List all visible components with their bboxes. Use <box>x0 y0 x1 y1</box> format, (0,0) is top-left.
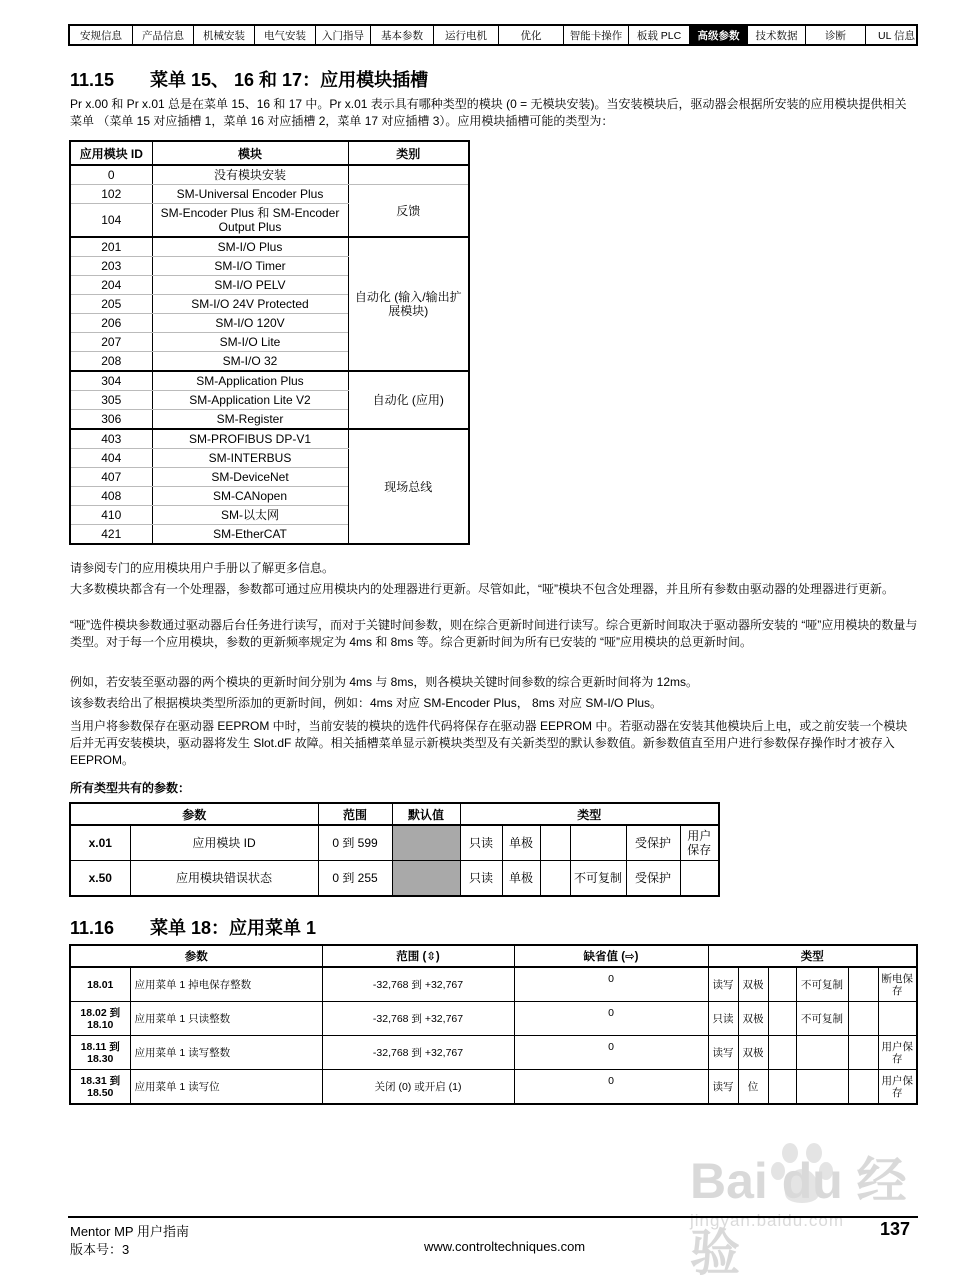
module-id-cell: 306 <box>70 410 152 430</box>
module-id-cell: 208 <box>70 352 152 372</box>
param-range: -32,768 到 +32,767 <box>322 1002 514 1036</box>
module-name-cell: SM-Encoder Plus 和 SM-Encoder Output Plus <box>152 204 348 238</box>
header-default: 默认值 <box>392 803 460 825</box>
param-code: 18.31 到 18.50 <box>70 1070 130 1105</box>
version-number: 版本号：3 <box>70 1242 130 1257</box>
module-name-cell: SM-I/O 120V <box>152 314 348 333</box>
module-id-cell: 205 <box>70 295 152 314</box>
param-code: 18.11 到 18.30 <box>70 1036 130 1070</box>
module-id-cell: 305 <box>70 391 152 410</box>
param-default: 0 <box>514 967 708 1002</box>
module-id-table <box>69 140 470 545</box>
param-type <box>680 861 719 897</box>
param-code: 18.01 <box>70 967 130 1002</box>
param-range: 关闭 (0) 或开启 (1) <box>322 1070 514 1105</box>
section-number: 11.15 <box>70 70 115 90</box>
common-params-caption: 所有类型共有的参数： <box>70 781 191 795</box>
module-id-cell: 408 <box>70 487 152 506</box>
param-type: 不可复制 <box>796 967 848 1002</box>
module-id-cell: 206 <box>70 314 152 333</box>
table-row <box>70 1070 917 1105</box>
module-name-cell: SM-以太网 <box>152 506 348 525</box>
param-type: 受保护 <box>626 825 680 861</box>
header-param: 参数 <box>70 945 322 967</box>
param-code: 18.02 到 18.10 <box>70 1002 130 1036</box>
paragraph: “哑”选件模块参数通过驱动器后台任务进行读写，而对于关键时间参数，则在综合更新时间进行读写。综合更新时间取决于驱动器所安装的 “哑”应用模块的数量与类型。对于每一个应用模块，参数的更新频率规定为 4ms 和 8ms 等。综合更新时间为所有已安装的 “哑”应用模块的总更新时间。 <box>70 618 918 649</box>
nav-tab[interactable]: UL 信息 <box>878 29 915 42</box>
intro-paragraph: Pr x.00 和 Pr x.01 总是在菜单 15、16 和 17 中。Pr x.01 表示具有哪种类型的模块 (0 = 无模块安装)。当安装模块后，驱动器会根据所安装的应用模块提供相关菜单 （菜单 15 对应插槽 1，菜单 16 对应插槽 2，菜单 17 对应插槽 3）。应用模块插槽可能的类型为： <box>70 97 907 128</box>
website-link[interactable]: www.controltechniques.com <box>424 1239 586 1254</box>
header-type: 类型 <box>708 945 917 967</box>
param-type <box>796 1070 848 1105</box>
page-number: 137 <box>880 1219 911 1239</box>
module-name-cell: SM-INTERBUS <box>152 449 348 468</box>
nav-tab[interactable]: 产品信息 <box>133 26 194 44</box>
param-default: 0 <box>514 1036 708 1070</box>
common-params-table <box>69 802 720 897</box>
module-name-cell: SM-EtherCAT <box>152 525 348 545</box>
module-id-cell: 404 <box>70 449 152 468</box>
paragraph: 例如，若安装至驱动器的两个模块的更新时间分别为 4ms 与 8ms，则各模块关键时间参数的综合更新时间将为 12ms。 <box>70 675 699 689</box>
param-type: 只读 <box>460 825 502 861</box>
category-cell: 自动化 (应用) <box>348 371 469 429</box>
module-name-cell: SM-DeviceNet <box>152 468 348 487</box>
module-name-cell: SM-PROFIBUS DP-V1 <box>152 429 348 449</box>
paragraph: 当用户将参数保存在驱动器 EEPROM 中时，当前安装的模块的选件代码将保存在驱动器 EEPROM 中。若驱动器在安装其他模块后上电，或之前安装一个模块后并无再安装模块，驱动器将发生 Slot.dF 故障。相关插槽菜单显示新模块类型及有关新类型的默认参数值。新参数值直至用户进行参数保存操作时才被存入 EEPROM。 <box>70 719 908 767</box>
module-name-cell: SM-I/O Lite <box>152 333 348 352</box>
nav-tab[interactable]: 高级参数 <box>690 26 748 44</box>
nav-tab[interactable]: 安规信息 <box>70 26 133 44</box>
param-type <box>540 825 570 861</box>
module-name-cell: SM-Application Lite V2 <box>152 391 348 410</box>
param-name: 应用模块错误状态 <box>130 861 318 897</box>
param-type: 读写 <box>708 1036 738 1070</box>
param-type: 双极 <box>738 1036 768 1070</box>
chapter-tabs <box>68 24 918 46</box>
module-id-cell: 403 <box>70 429 152 449</box>
module-id-cell: 304 <box>70 371 152 391</box>
param-range: -32,768 到 +32,767 <box>322 1036 514 1070</box>
module-id-cell: 104 <box>70 204 152 238</box>
param-code: x.50 <box>70 861 130 897</box>
nav-tab[interactable]: 电气安装 <box>255 26 316 44</box>
param-type: 用户保存 <box>680 825 719 861</box>
module-name-cell: SM-I/O Timer <box>152 257 348 276</box>
menu-18-table <box>69 944 918 1105</box>
param-type <box>540 861 570 897</box>
param-type: 单极 <box>502 861 540 897</box>
manual-title: Mentor MP 用户指南 <box>70 1224 189 1239</box>
nav-tab[interactable]: 智能卡操作 <box>564 26 629 44</box>
section-title: 菜单 18：应用菜单 1 <box>150 918 317 938</box>
table-row <box>70 429 469 449</box>
nav-tab[interactable]: 基本参数 <box>371 26 434 44</box>
category-cell <box>348 165 469 185</box>
param-type: 受保护 <box>626 861 680 897</box>
nav-tab[interactable]: 运行电机 <box>434 26 499 44</box>
nav-tab[interactable]: 机械安装 <box>194 26 255 44</box>
param-default <box>392 825 460 861</box>
param-type <box>768 1070 796 1105</box>
watermark-brand: Bai du 经验 <box>690 1153 907 1281</box>
section-title: 菜单 15、 16 和 17：应用模块插槽 <box>150 70 429 90</box>
nav-tab[interactable]: 入门指导 <box>316 26 371 44</box>
paragraph: 请参阅专门的应用模块用户手册以了解更多信息。 <box>70 561 335 575</box>
param-name: 应用菜单 1 掉电保存整数 <box>130 967 322 1002</box>
module-name-cell: SM-Universal Encoder Plus <box>152 185 348 204</box>
param-type: 只读 <box>708 1002 738 1036</box>
table-row <box>70 825 719 861</box>
module-id-cell: 201 <box>70 237 152 257</box>
param-type <box>878 1002 917 1036</box>
section-number: 11.16 <box>70 918 115 938</box>
header-default: 缺省值 (⇨) <box>514 945 708 967</box>
param-range: -32,768 到 +32,767 <box>322 967 514 1002</box>
module-name-cell: 没有模块安装 <box>152 165 348 185</box>
section-heading-11-15 <box>70 66 428 92</box>
nav-tab[interactable]: 板载 PLC <box>629 26 690 44</box>
nav-tab[interactable]: 诊断 <box>806 26 866 44</box>
param-default: 0 <box>514 1070 708 1105</box>
param-type: 读写 <box>708 1070 738 1105</box>
paragraph: 该参数表给出了根据模块类型所添加的更新时间，例如：4ms 对应 SM-Encoder Plus， 8ms 对应 SM-I/O Plus。 <box>70 696 663 710</box>
table-row <box>70 371 469 391</box>
param-type: 读写 <box>708 967 738 1002</box>
category-cell: 自动化 (输入/输出扩展模块) <box>348 237 469 371</box>
footer-rule <box>68 1216 918 1218</box>
table-row <box>70 1002 917 1036</box>
table-row <box>70 861 719 897</box>
param-range: 0 到 599 <box>318 825 392 861</box>
category-cell: 反馈 <box>348 185 469 238</box>
param-default <box>392 861 460 897</box>
table-row <box>70 185 469 204</box>
module-id-cell: 204 <box>70 276 152 295</box>
param-name: 应用模块 ID <box>130 825 318 861</box>
param-type: 不可复制 <box>570 861 626 897</box>
module-id-cell: 207 <box>70 333 152 352</box>
param-type <box>768 1036 796 1070</box>
header-range: 范围 <box>318 803 392 825</box>
module-name-cell: SM-I/O 24V Protected <box>152 295 348 314</box>
header-param: 参数 <box>70 803 318 825</box>
header-module-id: 应用模块 ID <box>70 141 152 165</box>
module-id-cell: 102 <box>70 185 152 204</box>
table-row <box>70 237 469 257</box>
param-type: 位 <box>738 1070 768 1105</box>
header-module: 模块 <box>152 141 348 165</box>
param-type: 断电保存 <box>878 967 917 1002</box>
module-name-cell: SM-I/O PELV <box>152 276 348 295</box>
nav-tab[interactable]: 技术数据 <box>748 26 806 44</box>
table-row <box>70 1036 917 1070</box>
category-cell: 现场总线 <box>348 429 469 544</box>
param-type: 用户保存 <box>878 1036 917 1070</box>
param-type <box>848 1002 878 1036</box>
param-type <box>796 1036 848 1070</box>
param-type: 用户保存 <box>878 1070 917 1105</box>
param-type <box>768 1002 796 1036</box>
param-type: 双极 <box>738 1002 768 1036</box>
watermark-site: jingyan.baidu.com <box>690 1211 845 1230</box>
section-heading-11-16 <box>70 914 316 940</box>
header-range: 范围 (⇳) <box>322 945 514 967</box>
nav-tab[interactable]: 优化 <box>499 26 564 44</box>
param-code: x.01 <box>70 825 130 861</box>
paw-icon <box>768 1139 838 1209</box>
param-type: 只读 <box>460 861 502 897</box>
table-row <box>70 165 469 185</box>
module-name-cell: SM-I/O 32 <box>152 352 348 372</box>
module-id-cell: 203 <box>70 257 152 276</box>
table-row <box>70 967 917 1002</box>
module-name-cell: SM-CANopen <box>152 487 348 506</box>
module-id-cell: 421 <box>70 525 152 545</box>
param-name: 应用菜单 1 读写整数 <box>130 1036 322 1070</box>
module-id-cell: 407 <box>70 468 152 487</box>
param-type <box>570 825 626 861</box>
param-type: 单极 <box>502 825 540 861</box>
param-type <box>848 967 878 1002</box>
param-type <box>848 1070 878 1105</box>
param-type <box>848 1036 878 1070</box>
param-type: 不可复制 <box>796 1002 848 1036</box>
param-name: 应用菜单 1 读写位 <box>130 1070 322 1105</box>
param-type: 双极 <box>738 967 768 1002</box>
param-default: 0 <box>514 1002 708 1036</box>
module-id-cell: 410 <box>70 506 152 525</box>
param-name: 应用菜单 1 只读整数 <box>130 1002 322 1036</box>
module-name-cell: SM-I/O Plus <box>152 237 348 257</box>
module-id-cell: 0 <box>70 165 152 185</box>
paragraph: 大多数模块都含有一个处理器，参数都可通过应用模块内的处理器进行更新。尽管如此，“哑”模块不包含处理器，并且所有参数由驱动器的处理器进行更新。 <box>70 582 894 596</box>
header-type: 类型 <box>460 803 719 825</box>
header-category: 类别 <box>348 141 469 165</box>
param-range: 0 到 255 <box>318 861 392 897</box>
param-type <box>768 967 796 1002</box>
module-name-cell: SM-Register <box>152 410 348 430</box>
module-name-cell: SM-Application Plus <box>152 371 348 391</box>
